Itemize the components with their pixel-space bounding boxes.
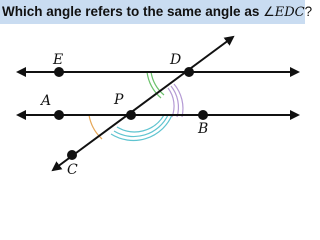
arc-d-purple (168, 88, 174, 117)
arc-p-teal-3 (111, 115, 172, 140)
question-text: Which angle refers to the same angle as (2, 4, 264, 19)
point-d (184, 67, 194, 77)
points (54, 67, 208, 160)
point-e (54, 67, 64, 77)
transversal-dc (53, 37, 233, 170)
arc-d-purple-2 (171, 86, 178, 117)
label-c: C (67, 162, 78, 178)
angle-symbol: ∠ (263, 5, 275, 20)
point-c (67, 150, 77, 160)
arc-d-green (147, 72, 161, 98)
question-mark: ? (304, 4, 313, 19)
point-b (198, 110, 208, 120)
point-p (126, 110, 136, 120)
label-p: P (114, 92, 124, 108)
angle-arcs (89, 72, 183, 140)
label-b: B (198, 121, 209, 137)
label-d: D (170, 52, 182, 68)
point-a (54, 110, 64, 120)
label-e: E (53, 52, 64, 68)
label-a: A (41, 93, 52, 109)
angle-name: EDC (274, 5, 305, 20)
